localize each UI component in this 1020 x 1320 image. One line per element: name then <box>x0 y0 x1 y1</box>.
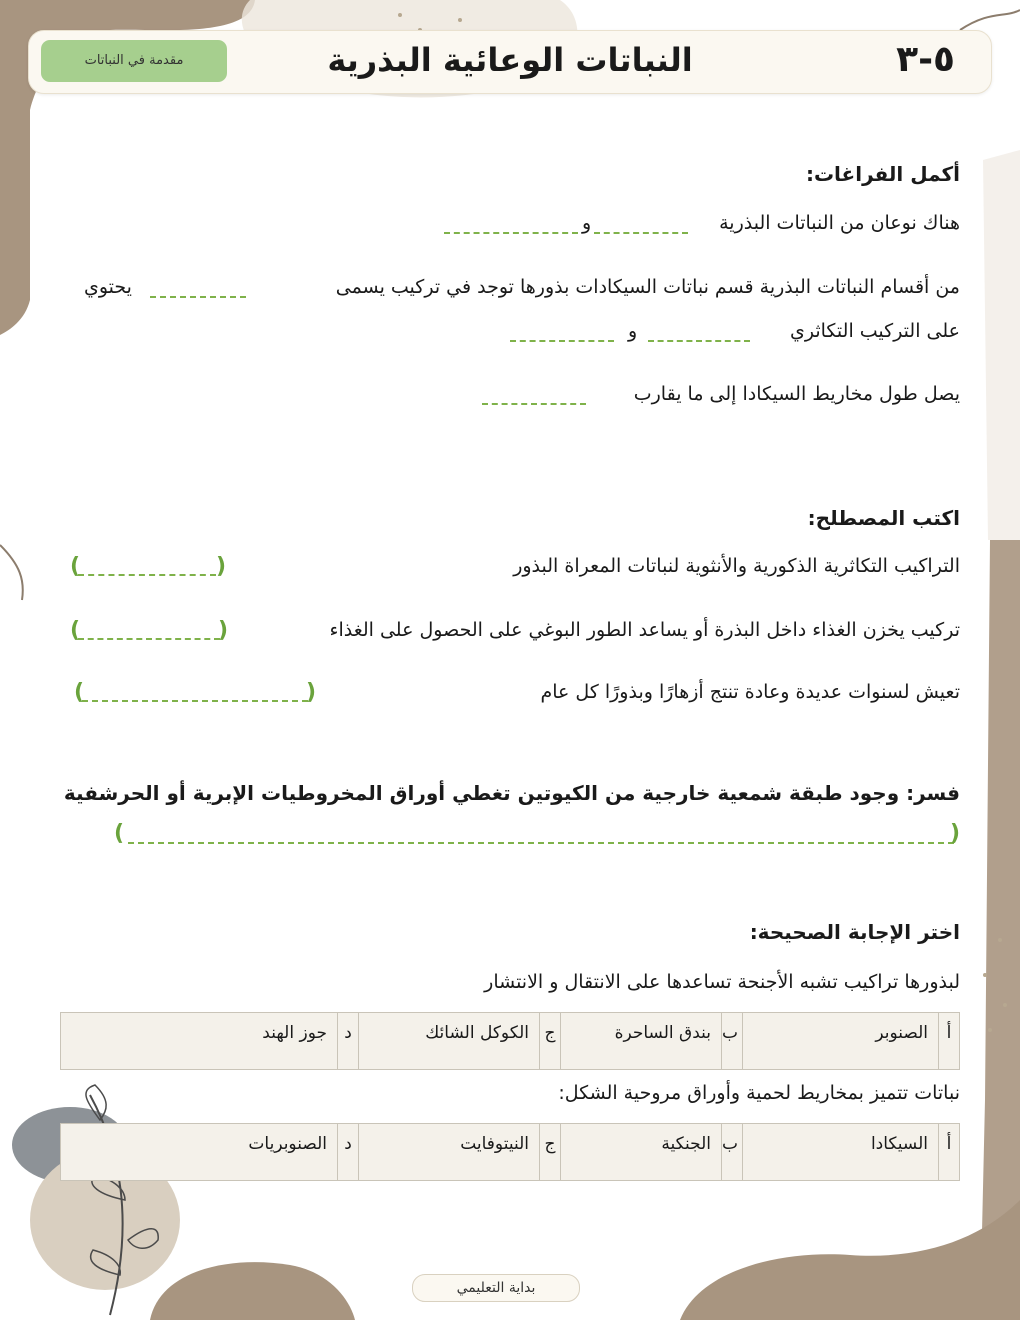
conjunction-text: و <box>582 212 592 234</box>
answer-blank[interactable] <box>482 387 586 405</box>
mcq-option[interactable]: بندق الساحرة <box>561 1013 722 1070</box>
unit-badge: مقدمة في النباتات <box>41 40 227 82</box>
page-title: النباتات الوعائية البذرية <box>327 41 693 79</box>
term-answer-blank[interactable] <box>78 558 216 576</box>
explain-question: فسر: وجود طبقة شمعية خارجية من الكيوتين تغطي أوراق المخروطيات الإبرية أو الحرشفية <box>63 781 960 805</box>
mcq-options-table-1 <box>60 1012 960 1070</box>
option-letter: ب <box>722 1013 743 1070</box>
explain-answer-blank[interactable] <box>128 826 954 844</box>
mcq-options-table-2 <box>60 1123 960 1181</box>
term-question-2: تركيب يخزن الغذاء داخل البذرة أو يساعد الطور البوغي على الحصول على الغذاء <box>329 619 960 641</box>
term-question-1: التراكيب التكاثرية الذكورية والأنثوية لنباتات المعراة البذور <box>513 555 960 577</box>
terms-title: اكتب المصطلح: <box>807 506 960 530</box>
option-letter: د <box>338 1013 359 1070</box>
fill-blank-question-1: هناك نوعان من النباتات البذرية <box>719 212 960 234</box>
header-bar <box>28 30 992 94</box>
option-letter: ج <box>540 1124 561 1181</box>
answer-blank[interactable] <box>648 324 750 342</box>
fill-blank-question-2-line-2: على التركيب التكاثري <box>790 320 960 342</box>
term-answer-paren: ) <box>306 680 317 705</box>
option-letter: ب <box>722 1124 743 1181</box>
mcq-question-1: لبذورها تراكيب تشبه الأجنحة تساعدها على الانتقال و الانتشار <box>484 971 960 993</box>
mcq-title: اختر الإجابة الصحيحة: <box>749 920 960 944</box>
explain-answer-paren: ( <box>114 821 125 846</box>
answer-blank[interactable] <box>510 324 614 342</box>
term-answer-paren: ( <box>74 680 85 705</box>
mcq-option[interactable]: السيكادا <box>743 1124 939 1181</box>
mcq-option[interactable]: الصنوبريات <box>61 1124 338 1181</box>
explain-answer-paren: ) <box>950 821 961 846</box>
mcq-option[interactable]: الصنوبر <box>743 1013 939 1070</box>
answer-blank[interactable] <box>150 280 246 298</box>
footer-brand: بداية التعليمي <box>412 1274 580 1302</box>
option-letter: أ <box>939 1013 960 1070</box>
lesson-number: ٥-٣ <box>896 39 955 80</box>
option-letter: ج <box>540 1013 561 1070</box>
term-answer-blank[interactable] <box>78 622 220 640</box>
answer-blank[interactable] <box>594 216 688 234</box>
term-answer-paren: ( <box>70 618 81 643</box>
term-answer-paren: ) <box>216 554 227 579</box>
mcq-option[interactable]: الجنكية <box>561 1124 722 1181</box>
mcq-option[interactable]: الكوكل الشائك <box>359 1013 540 1070</box>
contains-text: يحتوي <box>84 276 132 298</box>
mcq-option[interactable]: جوز الهند <box>61 1013 338 1070</box>
option-letter: د <box>338 1124 359 1181</box>
answer-blank[interactable] <box>444 216 578 234</box>
term-answer-paren: ( <box>70 554 81 579</box>
option-letter: أ <box>939 1124 960 1181</box>
mcq-option[interactable]: النيتوفايت <box>359 1124 540 1181</box>
conjunction-text: و <box>628 320 638 342</box>
mcq-question-2: نباتات تتميز بمخاريط لحمية وأوراق مروحية الشكل: <box>558 1082 960 1104</box>
term-answer-paren: ) <box>218 618 229 643</box>
fill-blank-question-2: من أقسام النباتات البذرية قسم نباتات السيكادات بذورها توجد في تركيب يسمى <box>335 276 960 298</box>
term-question-3: تعيش لسنوات عديدة وعادة تنتج أزهارًا وبذورًا كل عام <box>540 681 960 703</box>
fill-blank-question-3: يصل طول مخاريط السيكادا إلى ما يقارب <box>633 383 960 405</box>
term-answer-blank[interactable] <box>82 684 308 702</box>
fill-blanks-title: أكمل الفراغات: <box>805 162 960 186</box>
